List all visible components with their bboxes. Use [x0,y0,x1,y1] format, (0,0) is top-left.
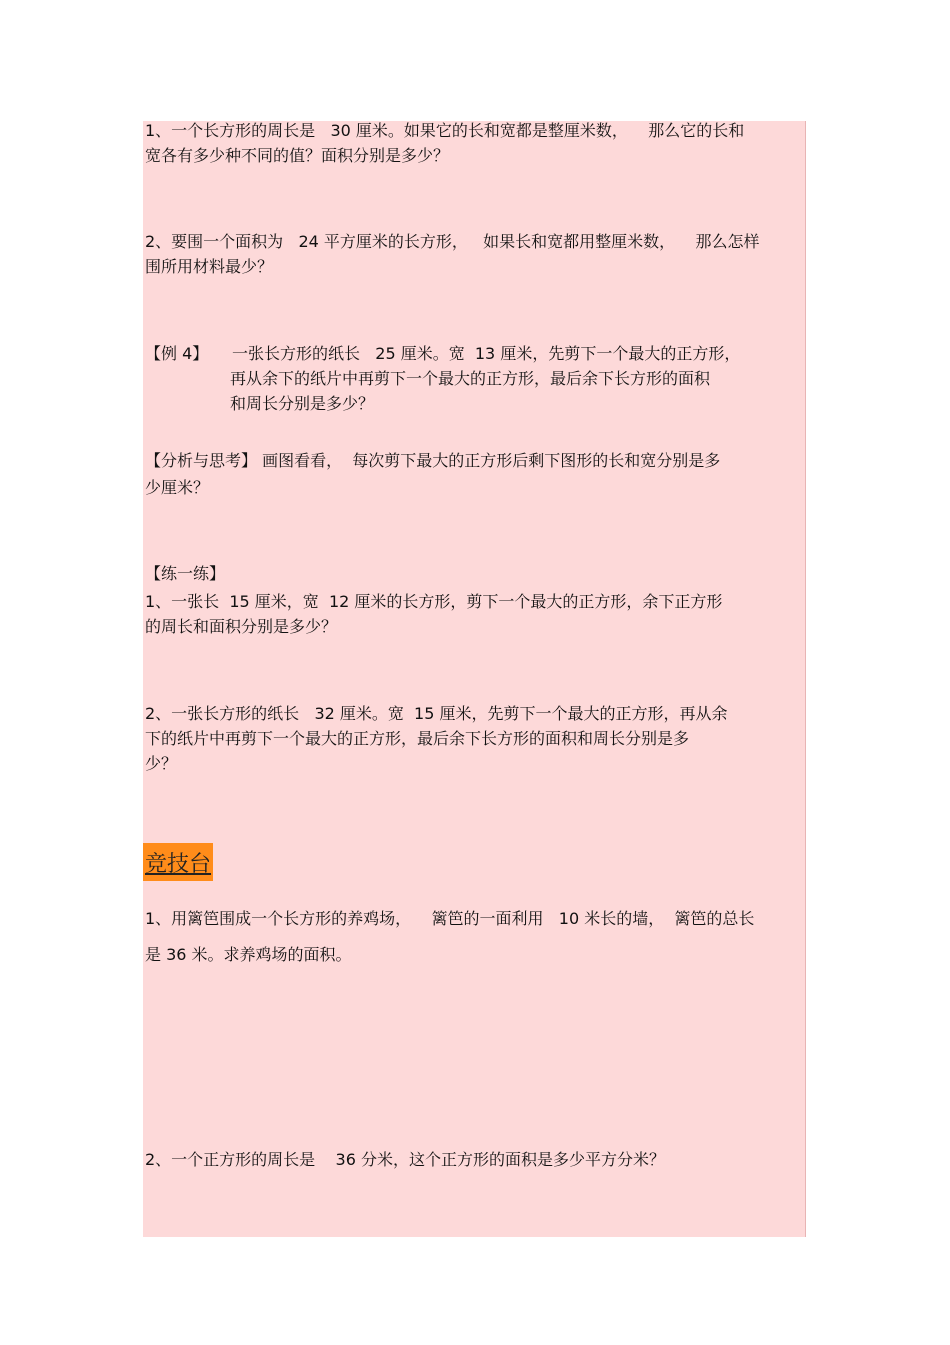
practice-a-q1-line1: 1、一个长方形的周长是 30 厘米。如果它的长和宽都是整厘米数， 那么它的长和 [145,121,745,140]
example4-line2: 再从余下的纸片中再剪下一个最大的正方形，最后余下长方形的面积 [230,369,711,388]
practice-b-heading: 【练一练】 [145,564,226,583]
pink-worksheet-panel [143,121,806,1237]
contest-q1-line2: 是 36 米。求养鸡场的面积。 [145,945,352,964]
example4-tag: 【例 4】 [145,344,209,363]
practice-b-q2-line3: 少？ [145,754,178,773]
practice-b-q2-line1: 2、一张长方形的纸长 32 厘米。宽 15 厘米，先剪下一个最大的正方形，再从余 [145,704,728,723]
practice-b-q1-line2: 的周长和面积分别是多少？ [145,617,338,636]
practice-a-q1-line2: 宽各有多少种不同的值？面积分别是多少？ [145,146,450,165]
example4-line3: 和周长分别是多少？ [230,394,375,413]
practice-b-q1-line1: 1、一张长 15 厘米，宽 12 厘米的长方形，剪下一个最大的正方形，余下正方形 [145,592,723,611]
example4-line1: 一张长方形的纸长 25 厘米。宽 13 厘米，先剪下一个最大的正方形， [232,344,741,363]
practice-b-q2-line2: 下的纸片中再剪下一个最大的正方形，最后余下长方形的面积和周长分别是多 [145,729,690,748]
practice-a-q2-line1: 2、要围一个面积为 24 平方厘米的长方形， 如果长和宽都用整厘米数， 那么怎样 [145,232,760,251]
practice-a-q2-line2: 围所用材料最少？ [145,257,274,276]
analysis-line1: 【分析与思考】 画图看看， 每次剪下最大的正方形后剩下图形的长和宽分别是多 [145,451,721,470]
contest-q2-line1: 2、一个正方形的周长是 36 分米，这个正方形的面积是多少平方分米？ [145,1150,665,1169]
contest-section-badge [143,843,213,881]
analysis-line2: 少厘米？ [145,478,210,497]
contest-q1-line1: 1、用篱笆围成一个长方形的养鸡场， 篱笆的一面利用 10 米长的墙， 篱笆的总长 [145,909,755,928]
contest-title: 竞技台 [145,852,212,877]
